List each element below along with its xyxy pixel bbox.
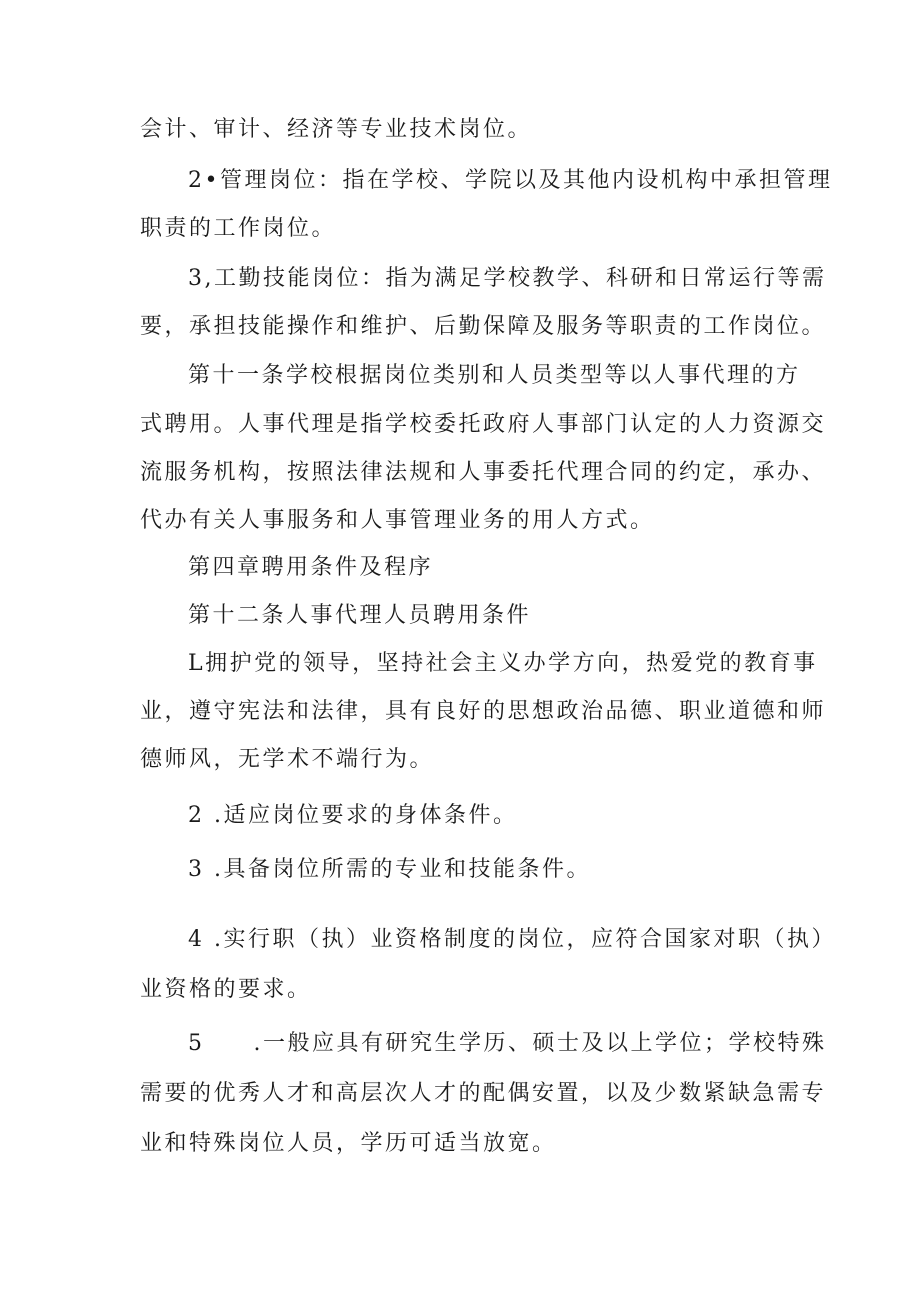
text-line: 2•管理岗位：指在学校、学院以及其他内设机构中承担管理 [188,168,833,193]
article-heading: 第十二条人事代理人员聘用条件 [188,603,532,628]
text-line: 要，承担技能操作和维护、后勤保障及服务等职责的工作岗位。 [140,314,827,339]
text-line: 5 .一般应具有研究生学历、硕士及以上学位；学校特殊 [188,1031,827,1056]
text-line: 4 .实行职（执）业资格制度的岗位，应符合国家对职（执） [188,927,836,952]
text-line: 业资格的要求。 [140,977,312,1002]
text-line: L拥护党的领导，坚持社会主义办学方向，热爱党的教育事 [188,651,818,676]
text-line: 3 .具备岗位所需的专业和技能条件。 [188,857,591,882]
text-line: 会计、审计、经济等专业技术岗位。 [140,117,533,142]
text-line: 职责的工作岗位。 [140,216,337,241]
text-line: 业，遵守宪法和法律，具有良好的思想政治品德、职业道德和师 [140,699,827,724]
text-line: 业和特殊岗位人员，学历可适当放宽。 [140,1131,557,1156]
chapter-heading: 第四章聘用条件及程序 [188,555,434,580]
text-line: 德师风，无学术不端行为。 [140,747,435,772]
text-line: 流服务机构，按照法律法规和人事委托代理合同的约定，承办、 [140,460,827,485]
text-line: 第十一条学校根据岗位类别和人员类型等以人事代理的方 [188,363,801,388]
text-line: 式聘用。人事代理是指学校委托政府人事部门认定的人力资源交 [140,412,827,437]
text-line: 3,工勤技能岗位：指为满足学校教学、科研和日常运行等需 [188,266,827,291]
text-line: 需要的优秀人才和高层次人才的配偶安置，以及少数紧缺急需专 [140,1081,827,1106]
text-line: 代办有关人事服务和人事管理业务的用人方式。 [140,508,655,533]
text-line: 2 .适应岗位要求的身体条件。 [188,803,518,828]
